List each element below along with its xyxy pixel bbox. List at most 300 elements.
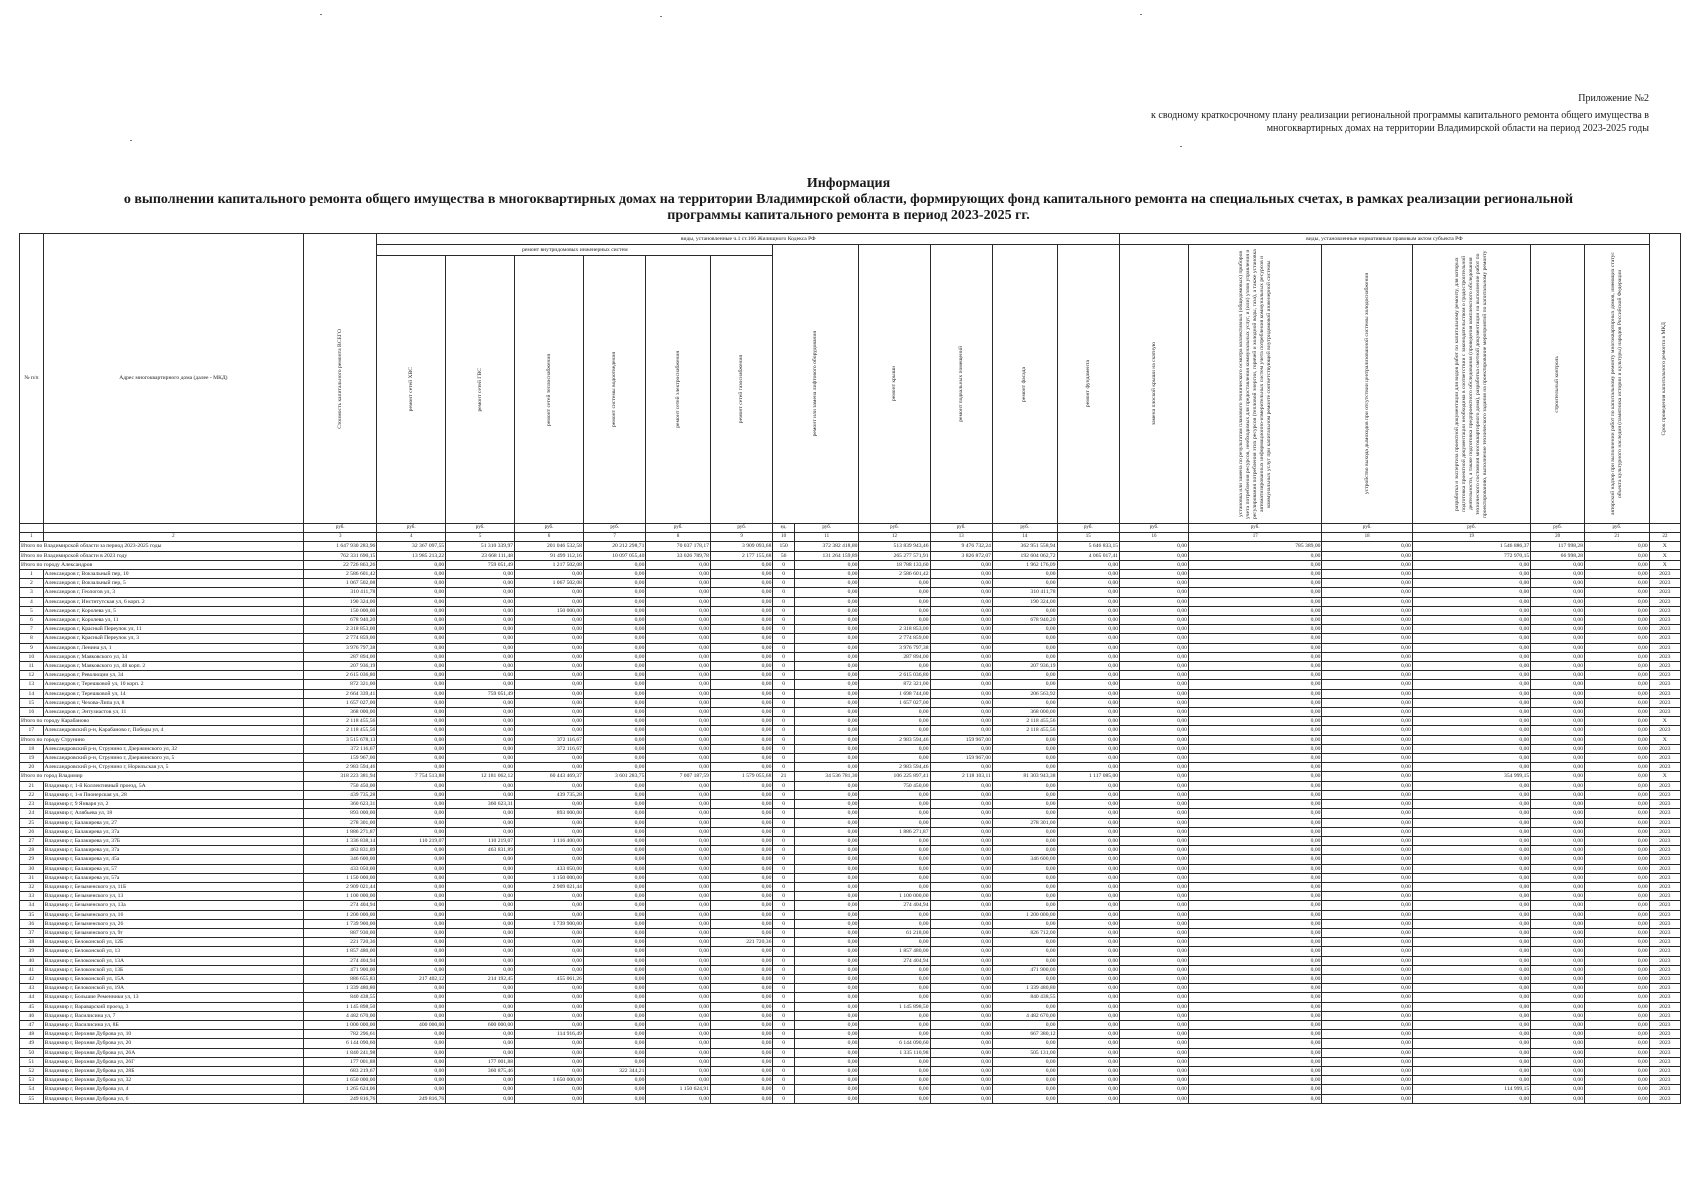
value-cell: 0,00: [1531, 892, 1585, 901]
value-cell: 0,00: [1585, 772, 1650, 781]
row-number: 37: [20, 928, 44, 937]
value-cell: 0,00: [1120, 901, 1189, 910]
value-cell: 274 404,94: [859, 956, 930, 965]
index-cell: 17: [1188, 533, 1321, 542]
col-foundation-label: ремонт фундамента: [1084, 360, 1091, 408]
value-cell: 192 604 062,72: [992, 551, 1057, 560]
value-cell: 0: [773, 956, 795, 965]
value-cell: 0,00: [710, 698, 772, 707]
value-cell: 0: [773, 993, 795, 1002]
value-cell: 0,00: [1188, 579, 1321, 588]
address-cell: Владимир г, Верхняя Дуброва ул, 6: [43, 1094, 303, 1103]
value-cell: 0,00: [930, 965, 992, 974]
value-cell: 0: [773, 781, 795, 790]
value-cell: 1 116 400,00: [515, 836, 584, 845]
value-cell: 0,00: [794, 643, 859, 652]
table-row: [20, 708, 1681, 717]
table-row: [20, 1048, 1681, 1057]
index-cell: 18: [1322, 533, 1412, 542]
value-cell: 0,00: [1585, 827, 1650, 836]
value-cell: 0,00: [1120, 855, 1189, 864]
value-cell: 0,00: [1188, 873, 1321, 882]
value-cell: 0,00: [1322, 984, 1412, 993]
value-cell: 0,00: [710, 827, 772, 836]
value-cell: 0,00: [583, 1002, 645, 1011]
value-cell: 0,00: [583, 754, 645, 763]
value-cell: 0,00: [1188, 947, 1321, 956]
value-cell: 0,00: [1322, 938, 1412, 947]
value-cell: 0,00: [377, 754, 446, 763]
value-cell: 0,00: [1057, 689, 1120, 698]
value-cell: 0: [773, 855, 795, 864]
value-cell: 0,00: [992, 1094, 1057, 1103]
value-cell: 0,00: [646, 855, 711, 864]
value-cell: 0,00: [583, 588, 645, 597]
term-cell: 2023: [1649, 1039, 1680, 1048]
col-hvs-header: [377, 256, 446, 524]
value-cell: 0,00: [446, 1085, 515, 1094]
value-cell: 0,00: [1412, 974, 1530, 983]
value-cell: 0,00: [1188, 800, 1321, 809]
row-number: 19: [20, 754, 44, 763]
address-cell: Александров г, Геологов ул, 3: [43, 588, 303, 597]
term-cell: 2023: [1649, 616, 1680, 625]
appendix-note: к сводному краткосрочному плану реализации региональной программы капитального ремонта общего имущества в многоквартирных домах на территории Владимирской области на период 2023-2025 годы: [1151, 110, 1649, 134]
value-cell: 0: [773, 965, 795, 974]
value-cell: 0,00: [1188, 1066, 1321, 1075]
value-cell: 0,00: [710, 910, 772, 919]
total-cost-cell: 893 000,00: [304, 809, 377, 818]
value-cell: 0,00: [1188, 901, 1321, 910]
table-row: [20, 625, 1681, 634]
value-cell: 3 976 797,38: [859, 643, 930, 652]
value-cell: 0,00: [1120, 965, 1189, 974]
value-cell: 0,00: [377, 800, 446, 809]
value-cell: 0,00: [377, 1048, 446, 1057]
address-cell: Александровский р-н, Струнино г, Дзержинского ул, 32: [43, 744, 303, 753]
value-cell: 0,00: [1188, 919, 1321, 928]
col-facade-label: ремонт фасада: [1021, 366, 1028, 402]
value-cell: 0,00: [1057, 1094, 1120, 1103]
value-cell: 0,00: [859, 588, 930, 597]
value-cell: 0,00: [1057, 634, 1120, 643]
value-cell: 0,00: [1057, 1002, 1120, 1011]
value-cell: 0,00: [1322, 882, 1412, 891]
value-cell: 0,00: [1188, 892, 1321, 901]
value-cell: 0,00: [377, 993, 446, 1002]
value-cell: 0,00: [1188, 809, 1321, 818]
value-cell: 0,00: [992, 938, 1057, 947]
value-cell: 0,00: [794, 1039, 859, 1048]
value-cell: 0,00: [1585, 1066, 1650, 1075]
value-cell: 0,00: [1322, 735, 1412, 744]
col-heat-label: ремонт сетей теплоснабжения: [545, 353, 552, 426]
term-cell: 2023: [1649, 919, 1680, 928]
value-cell: 0,00: [1412, 744, 1530, 753]
value-cell: 0,00: [1322, 744, 1412, 753]
value-cell: 1 200 000,00: [992, 910, 1057, 919]
value-cell: 6 144 090,60: [859, 1039, 930, 1048]
value-cell: 0,00: [930, 625, 992, 634]
value-cell: 0,00: [794, 662, 859, 671]
value-cell: 20 212 298,71: [583, 542, 645, 551]
value-cell: 0,00: [930, 938, 992, 947]
value-cell: 0,00: [1188, 643, 1321, 652]
value-cell: 0,00: [1412, 928, 1530, 937]
value-cell: 0,00: [583, 1011, 645, 1020]
unit-cell: руб.: [1188, 524, 1321, 533]
table-row: [20, 1020, 1681, 1029]
value-cell: 0,00: [1585, 652, 1650, 661]
col-term-label: Срок проведения капитального ремонта в МКД: [1661, 321, 1668, 436]
value-cell: 0,00: [446, 892, 515, 901]
value-cell: 0,00: [930, 947, 992, 956]
value-cell: 0,00: [1057, 1039, 1120, 1048]
value-cell: 0,00: [446, 625, 515, 634]
index-cell: 12: [859, 533, 930, 542]
total-cost-cell: 2 615 036,80: [304, 671, 377, 680]
value-cell: 0,00: [1531, 671, 1585, 680]
value-cell: 0,00: [1412, 689, 1530, 698]
value-cell: 0,00: [794, 588, 859, 597]
total-cost-cell: 372 116,67: [304, 744, 377, 753]
value-cell: 0,00: [1120, 781, 1189, 790]
total-cost-cell: 3 976 797,38: [304, 643, 377, 652]
value-cell: 0,00: [646, 938, 711, 947]
value-cell: 0,00: [646, 965, 711, 974]
value-cell: 0,00: [515, 993, 584, 1002]
value-cell: 0: [773, 864, 795, 873]
value-cell: 0,00: [1322, 772, 1412, 781]
value-cell: 0,00: [1057, 800, 1120, 809]
row-number: 11: [20, 662, 44, 671]
value-cell: 0,00: [992, 1076, 1057, 1085]
value-cell: 0,00: [930, 698, 992, 707]
value-cell: 0: [773, 1094, 795, 1103]
total-cost-cell: 1 067 502,08: [304, 579, 377, 588]
value-cell: 0,00: [930, 708, 992, 717]
value-cell: 0,00: [1585, 542, 1650, 551]
value-cell: 0,00: [1120, 846, 1189, 855]
term-cell: 2023: [1649, 643, 1680, 652]
address-cell: Владимир г, Балакирева ул, 57: [43, 864, 303, 873]
value-cell: 0,00: [515, 652, 584, 661]
value-cell: 0,00: [1057, 984, 1120, 993]
value-cell: 0,00: [1585, 643, 1650, 652]
value-cell: 0: [773, 928, 795, 937]
value-cell: 0,00: [1585, 1094, 1650, 1103]
value-cell: 0,00: [1188, 928, 1321, 937]
total-cost-cell: 1 886 271,87: [304, 827, 377, 836]
value-cell: 0,00: [646, 901, 711, 910]
value-cell: 0: [773, 560, 795, 569]
value-cell: 0,00: [1120, 1020, 1189, 1029]
value-cell: 0,00: [646, 689, 711, 698]
value-cell: 0,00: [446, 1002, 515, 1011]
table-row: [20, 873, 1681, 882]
value-cell: 0,00: [1412, 1066, 1530, 1075]
total-cost-cell: 886 655,83: [304, 974, 377, 983]
value-cell: 0,00: [515, 616, 584, 625]
row-number: 1: [20, 570, 44, 579]
value-cell: 0,00: [1188, 560, 1321, 569]
value-cell: 0,00: [1057, 588, 1120, 597]
value-cell: 1 650 000,00: [515, 1076, 584, 1085]
total-label: Итого по городу Карабаново: [20, 717, 304, 726]
value-cell: 0,00: [377, 790, 446, 799]
value-cell: 206 563,92: [992, 689, 1057, 698]
value-cell: 0,00: [515, 1094, 584, 1103]
value-cell: 0,00: [930, 643, 992, 652]
value-cell: 0,00: [859, 873, 930, 882]
address-cell: Владимир г, Безыменского ул, 13: [43, 892, 303, 901]
table-row: [20, 892, 1681, 901]
unit-cell: руб.: [1057, 524, 1120, 533]
value-cell: 0,00: [446, 616, 515, 625]
value-cell: 0,00: [1585, 606, 1650, 615]
table-row: [20, 993, 1681, 1002]
total-cost-cell: 471 900,00: [304, 965, 377, 974]
table-row: [20, 818, 1681, 827]
value-cell: 0,00: [710, 1048, 772, 1057]
value-cell: 0,00: [1412, 818, 1530, 827]
total-cost-cell: 278 301,00: [304, 818, 377, 827]
total-cost-cell: 1 150 000,00: [304, 873, 377, 882]
unit-cell: руб.: [1412, 524, 1530, 533]
value-cell: 0,00: [646, 846, 711, 855]
value-cell: 0: [773, 1030, 795, 1039]
value-cell: 0,00: [515, 763, 584, 772]
value-cell: 0,00: [515, 984, 584, 993]
term-cell: X: [1649, 551, 1680, 560]
term-cell: 2023: [1649, 855, 1680, 864]
index-cell: 5: [446, 533, 515, 542]
value-cell: 0,00: [1188, 846, 1321, 855]
value-cell: 0,00: [1188, 1048, 1321, 1057]
unit-cell: руб.: [377, 524, 446, 533]
value-cell: 0,00: [859, 882, 930, 891]
value-cell: 0,00: [710, 836, 772, 845]
value-cell: 0,00: [1322, 864, 1412, 873]
value-cell: 13 985 213,22: [377, 551, 446, 560]
address-cell: Владимир г, Белоконской ул, 12Б: [43, 938, 303, 947]
total-label: Итого по городу Струнино: [20, 735, 304, 744]
row-number: 6: [20, 616, 44, 625]
value-cell: 0: [773, 616, 795, 625]
value-cell: 0,00: [646, 827, 711, 836]
value-cell: 0,00: [583, 689, 645, 698]
value-cell: 0,00: [794, 744, 859, 753]
table-row: [20, 1085, 1681, 1094]
value-cell: 0,00: [1188, 772, 1321, 781]
value-cell: 0,00: [1585, 956, 1650, 965]
value-cell: 0,00: [794, 938, 859, 947]
value-cell: 0: [773, 671, 795, 680]
value-cell: 0,00: [710, 965, 772, 974]
value-cell: 0,00: [377, 606, 446, 615]
value-cell: 0,00: [1120, 800, 1189, 809]
value-cell: 0,00: [446, 570, 515, 579]
value-cell: 0,00: [583, 818, 645, 827]
table-row: [20, 1094, 1681, 1103]
address-cell: Александров г, Революции ул, 34: [43, 671, 303, 680]
row-number: 30: [20, 864, 44, 873]
value-cell: 0,00: [1412, 1057, 1530, 1066]
value-cell: 0,00: [377, 956, 446, 965]
value-cell: 0,00: [1120, 1066, 1189, 1075]
value-cell: 0,00: [930, 873, 992, 882]
value-cell: 0,00: [1188, 882, 1321, 891]
value-cell: 274 404,94: [859, 901, 930, 910]
value-cell: 0,00: [583, 790, 645, 799]
value-cell: 0,00: [1322, 717, 1412, 726]
value-cell: 0,00: [583, 680, 645, 689]
value-cell: 0,00: [710, 1094, 772, 1103]
value-cell: 0,00: [859, 846, 930, 855]
value-cell: 0,00: [1412, 754, 1530, 763]
address-cell: Владимир г, Верхняя Дуброва ул, 32: [43, 1076, 303, 1085]
value-cell: 0,00: [583, 855, 645, 864]
value-cell: 0,00: [794, 1020, 859, 1029]
value-cell: 0,00: [1057, 1066, 1120, 1075]
value-cell: 0,00: [992, 698, 1057, 707]
value-cell: 667 380,12: [992, 1030, 1057, 1039]
term-cell: 2023: [1649, 588, 1680, 597]
value-cell: 0,00: [583, 993, 645, 1002]
value-cell: 0,00: [930, 606, 992, 615]
value-cell: 0,00: [930, 1011, 992, 1020]
value-cell: 0,00: [1531, 754, 1585, 763]
value-cell: 0,00: [377, 689, 446, 698]
row-number: 27: [20, 836, 44, 845]
value-cell: 114 999,15: [1412, 1085, 1530, 1094]
table-row: [20, 864, 1681, 873]
value-cell: 0,00: [1322, 616, 1412, 625]
index-cell: 4: [377, 533, 446, 542]
value-cell: 0,00: [930, 855, 992, 864]
value-cell: 0: [773, 1011, 795, 1020]
value-cell: 0,00: [515, 901, 584, 910]
value-cell: 0,00: [710, 974, 772, 983]
value-cell: 0,00: [515, 1020, 584, 1029]
value-cell: 0,00: [710, 790, 772, 799]
value-cell: 0,00: [583, 846, 645, 855]
value-cell: 0,00: [1412, 965, 1530, 974]
value-cell: 0,00: [646, 744, 711, 753]
value-cell: 0,00: [1322, 809, 1412, 818]
value-cell: 0,00: [377, 965, 446, 974]
value-cell: 0,00: [1322, 800, 1412, 809]
value-cell: 0,00: [794, 809, 859, 818]
value-cell: 0: [773, 735, 795, 744]
value-cell: 0: [773, 1002, 795, 1011]
value-cell: 10 097 055,40: [583, 551, 645, 560]
value-cell: 0,00: [1531, 827, 1585, 836]
value-cell: 0,00: [1412, 652, 1530, 661]
value-cell: 0,00: [1057, 892, 1120, 901]
value-cell: 0,00: [377, 846, 446, 855]
value-cell: 0,00: [1412, 680, 1530, 689]
value-cell: 0,00: [710, 919, 772, 928]
value-cell: 0,00: [859, 965, 930, 974]
value-cell: 0,00: [794, 1002, 859, 1011]
value-cell: 0,00: [446, 1039, 515, 1048]
value-cell: 0,00: [1322, 910, 1412, 919]
value-cell: 0,00: [930, 763, 992, 772]
term-cell: 2023: [1649, 984, 1680, 993]
value-cell: 0,00: [1120, 1076, 1189, 1085]
row-number: 35: [20, 910, 44, 919]
term-cell: 2023: [1649, 689, 1680, 698]
value-cell: 0,00: [930, 579, 992, 588]
term-cell: 2023: [1649, 800, 1680, 809]
value-cell: 0,00: [1057, 928, 1120, 937]
row-number: 18: [20, 744, 44, 753]
value-cell: 131 264 159,89: [794, 551, 859, 560]
term-cell: 2023: [1649, 892, 1680, 901]
value-cell: 0: [773, 588, 795, 597]
value-cell: 0,00: [992, 570, 1057, 579]
value-cell: 0,00: [1412, 662, 1530, 671]
value-cell: 0,00: [1057, 873, 1120, 882]
value-cell: 0,00: [583, 625, 645, 634]
value-cell: 0,00: [930, 689, 992, 698]
unit-cell: [1649, 524, 1680, 533]
value-cell: 0,00: [794, 827, 859, 836]
value-cell: 0,00: [794, 855, 859, 864]
value-cell: 0,00: [859, 1011, 930, 1020]
value-cell: 0,00: [446, 984, 515, 993]
value-cell: 0,00: [583, 643, 645, 652]
value-cell: 0,00: [583, 1094, 645, 1103]
address-cell: Александров г, Ленина ул, 1: [43, 643, 303, 652]
value-cell: 0,00: [1585, 1076, 1650, 1085]
value-cell: 0,00: [1322, 1020, 1412, 1029]
value-cell: 0,00: [515, 1085, 584, 1094]
value-cell: 0,00: [930, 1066, 992, 1075]
value-cell: 0,00: [1412, 827, 1530, 836]
value-cell: 0,00: [515, 1057, 584, 1066]
value-cell: 0: [773, 1020, 795, 1029]
total-row: [20, 551, 1681, 560]
col-sewer-label: ремонт системы водоотведения: [611, 352, 618, 427]
value-cell: 0,00: [377, 597, 446, 606]
value-cell: 0,00: [794, 579, 859, 588]
value-cell: 0,00: [710, 882, 772, 891]
value-cell: 0: [773, 1048, 795, 1057]
value-cell: 0,00: [794, 671, 859, 680]
value-cell: 0,00: [930, 597, 992, 606]
value-cell: 1 335 110,98: [859, 1048, 930, 1057]
value-cell: 0,00: [794, 790, 859, 799]
value-cell: 23 668 111,48: [446, 551, 515, 560]
term-cell: 2023: [1649, 790, 1680, 799]
value-cell: 0,00: [1120, 652, 1189, 661]
value-cell: 0,00: [1585, 1057, 1650, 1066]
row-number: 26: [20, 827, 44, 836]
value-cell: 0,00: [515, 717, 584, 726]
term-cell: X: [1649, 735, 1680, 744]
value-cell: 0,00: [446, 781, 515, 790]
value-cell: 0,00: [446, 827, 515, 836]
value-cell: 1 857 480,00: [859, 947, 930, 956]
value-cell: 18 788 133,60: [859, 560, 930, 569]
value-cell: 0,00: [646, 1002, 711, 1011]
value-cell: 0,00: [1531, 717, 1585, 726]
title-line-1: Информация: [806, 176, 891, 191]
value-cell: 0: [773, 625, 795, 634]
value-cell: 0,00: [377, 579, 446, 588]
